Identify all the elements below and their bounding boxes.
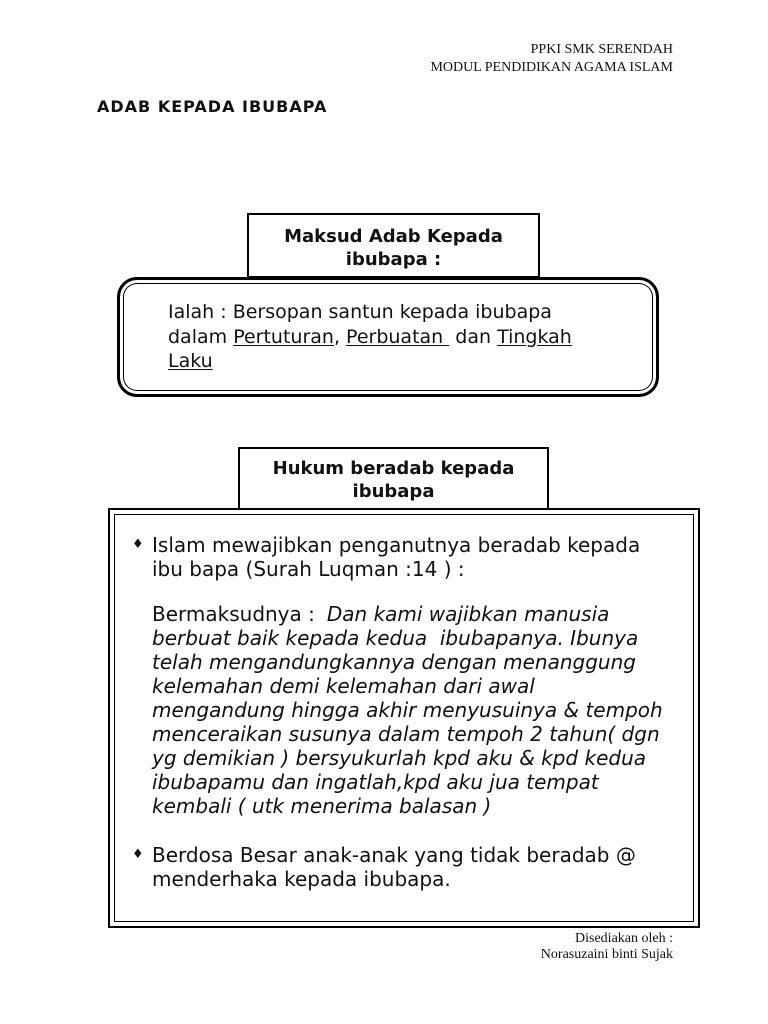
diamond-bullet-icon: ♦ <box>132 537 144 552</box>
ruling-heading-line: Hukum beradab kepada <box>272 458 515 479</box>
diamond-bullet-icon: ♦ <box>132 847 144 862</box>
term-tingkah: Tingkah <box>497 325 572 348</box>
definition-text: dan <box>449 325 498 348</box>
definition-line <box>168 300 656 325</box>
ruling-heading-box <box>238 447 549 510</box>
definition-text: dalam <box>168 325 234 348</box>
translation-line: telah mengandungkannya dengan menanggung <box>152 650 636 674</box>
translation-line: berbuat baik kepada kedua ibubapanya. Ibunya <box>152 626 639 650</box>
definition-text: Ialah : Bersopan santun kepada ibubapa <box>168 301 552 323</box>
ruling-box <box>108 508 700 928</box>
ruling-heading-line: ibubapa <box>352 481 435 502</box>
term-pertuturan: Pertuturan <box>233 325 334 348</box>
point-line: Berdosa Besar anak-anak yang tidak beradab @ <box>152 843 636 867</box>
header-module: MODUL PENDIDIKAN AGAMA ISLAM <box>430 60 673 75</box>
ruling-point-sin <box>132 843 698 891</box>
point-text <box>152 533 698 581</box>
translation-line: menceraikan susunya dalam tempoh 2 tahun( dgn <box>152 722 660 746</box>
definition-text: , <box>333 325 347 348</box>
term-perbuatan: Perbuatan <box>346 325 450 348</box>
translation-line: yg demikian ) bersyukurlah kpd aku & kpd kedua <box>152 746 646 770</box>
point-line: menderhaka kepada ibubapa. <box>152 867 451 891</box>
definition-line <box>168 325 656 350</box>
definition-heading-box <box>247 213 540 278</box>
document-footer <box>541 931 673 963</box>
page-title: ADAB KEPADA IBUBAPA <box>97 97 328 116</box>
translation-line: kelemahan demi kelemahan dari awal <box>152 674 535 698</box>
author-name: Norasuzaini binti Sujak <box>540 947 673 962</box>
point-text <box>152 843 698 891</box>
translation-line: ibubapamu dan ingatlah,kpd aku jua tempat <box>152 770 599 794</box>
definition-line <box>168 349 656 374</box>
translation-text: Dan kami wajibkan manusia <box>326 602 610 626</box>
header-school: PPKI SMK SERENDAH <box>530 42 673 57</box>
translation-label: Bermaksudnya : <box>152 602 315 626</box>
definition-heading-line: ibubapa : <box>345 249 442 270</box>
prepared-by-label: Disediakan oleh : <box>575 931 673 946</box>
term-laku: Laku <box>168 350 213 372</box>
point-line: Islam mewajibkan penganutnya beradab kepada <box>152 533 641 557</box>
translation-line: kembali ( utk menerima balasan ) <box>152 794 492 818</box>
definition-heading-line: Maksud Adab Kepada <box>284 226 503 247</box>
verse-translation <box>152 602 698 818</box>
translation-line <box>152 602 698 626</box>
ruling-point-obligation <box>132 533 698 581</box>
definition-box <box>117 277 659 397</box>
point-line: ibu bapa (Surah Luqman :14 ) : <box>152 557 465 581</box>
translation-line: mengandung hingga akhir menyusuinya & tempoh <box>152 698 663 722</box>
document-header <box>430 41 673 77</box>
